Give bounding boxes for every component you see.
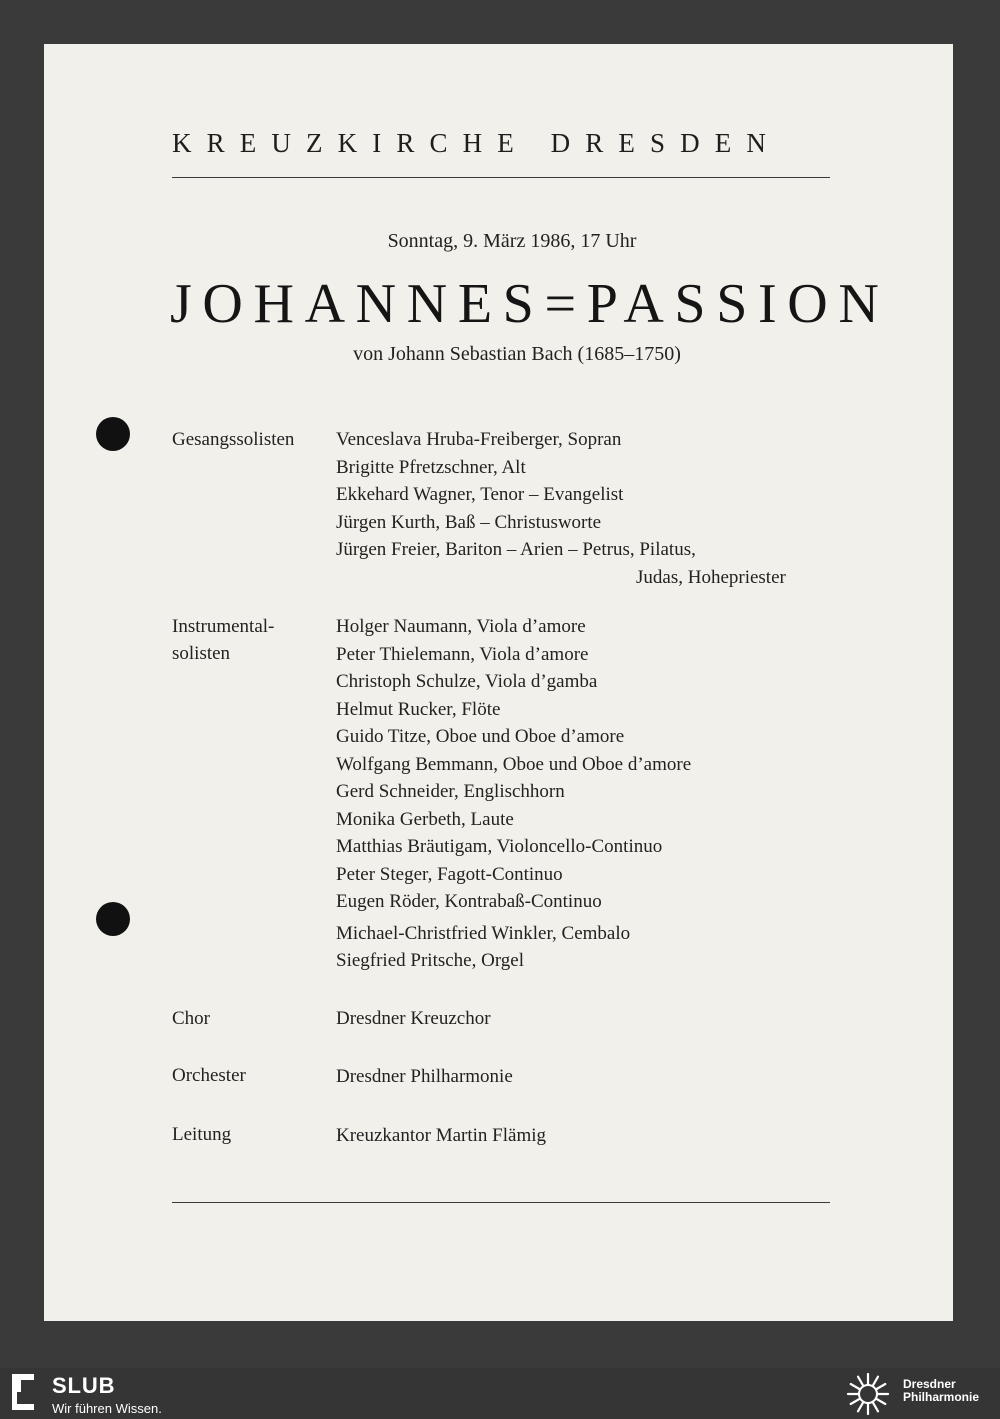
work-title: JOHANNES=PASSION xyxy=(170,273,890,335)
slub-tagline: Wir führen Wissen. xyxy=(52,1401,162,1416)
slub-logo-icon xyxy=(12,1374,40,1410)
list-item: Brigitte Pfretzschner, Alt xyxy=(336,456,526,478)
chor-value: Dresdner Kreuzchor xyxy=(336,1008,491,1029)
concert-date: Sonntag, 9. März 1986, 17 Uhr xyxy=(387,230,637,252)
footer-bar xyxy=(0,1368,1000,1419)
list-item: Matthias Bräutigam, Violoncello-Continuo xyxy=(336,836,663,857)
list-item: Jürgen Kurth, Baß – Christusworte xyxy=(336,511,602,533)
list-item: Michael-Christfried Winkler, Cembalo xyxy=(336,922,631,944)
top-rule xyxy=(172,177,830,178)
partner-name xyxy=(903,1378,979,1404)
list-item: Holger Naumann, Viola d’amore xyxy=(336,616,586,637)
bottom-rule xyxy=(172,1202,830,1203)
list-item: Wolfgang Bemmann, Oboe und Oboe d’amore xyxy=(336,753,692,775)
instrumental-label-line2: solisten xyxy=(172,643,231,664)
instrumental-label-line1: Instrumental- xyxy=(172,616,275,637)
list-item: Ekkehard Wagner, Tenor – Evangelist xyxy=(336,484,624,505)
instrumental-label xyxy=(172,613,274,667)
slub-name: SLUB xyxy=(52,1373,116,1398)
list-item: Eugen Röder, Kontrabaß-Continuo xyxy=(336,891,602,912)
leitung-value: Kreuzkantor Martin Flämig xyxy=(336,1125,547,1146)
list-item: Peter Thielemann, Viola d’amore xyxy=(336,643,589,665)
orchester-label: Orchester xyxy=(172,1065,246,1086)
composer-line: von Johann Sebastian Bach (1685–1750) xyxy=(353,343,681,365)
list-item: Monika Gerbeth, Laute xyxy=(336,808,514,830)
list-item: Christoph Schulze, Viola d’gamba xyxy=(336,671,598,692)
list-item: Guido Titze, Oboe und Oboe d’amore xyxy=(336,726,625,747)
punch-hole-bottom xyxy=(96,902,130,936)
chor-label: Chor xyxy=(172,1008,210,1029)
orchester-value: Dresdner Philharmonie xyxy=(336,1066,513,1087)
soloists-list xyxy=(336,426,786,591)
partner-name-line1: Dresdner xyxy=(903,1377,956,1391)
list-item: Siegfried Pritsche, Orgel xyxy=(336,950,525,971)
instrumental-list xyxy=(336,613,691,975)
list-item: Helmut Rucker, Flöte xyxy=(336,698,501,720)
list-item: Jürgen Freier, Bariton – Arien – Petrus, Pilatus, xyxy=(336,539,696,560)
venue-heading: KREUZKIRCHE DRESDEN xyxy=(172,128,782,158)
list-item: Gerd Schneider, Englischhorn xyxy=(336,781,565,802)
punch-hole-top xyxy=(96,417,130,451)
leitung-label: Leitung xyxy=(172,1124,232,1145)
list-item: Venceslava Hruba-Freiberger, Sopran xyxy=(336,429,622,450)
list-item: Peter Steger, Fagott-Continuo xyxy=(336,863,563,885)
partner-name-line2: Philharmonie xyxy=(903,1390,980,1404)
soloists-label: Gesangssolisten xyxy=(172,429,295,450)
list-item: Judas, Hohepriester xyxy=(636,566,786,588)
sunburst-logo-icon xyxy=(842,1372,894,1416)
